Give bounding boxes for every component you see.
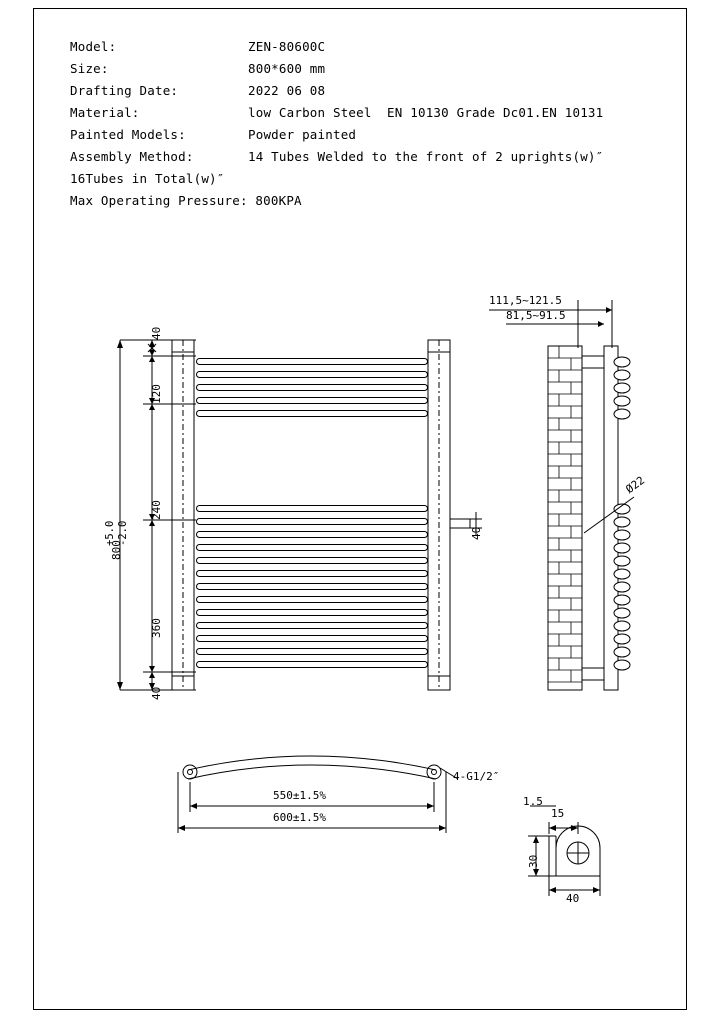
dim-depth-inner: 81,5~91.5 xyxy=(506,309,566,322)
spec-value-date: 2022 06 08 xyxy=(248,83,326,98)
spec-row-tube-total: 16Tubes in Total(w)″ xyxy=(70,171,225,186)
dim-tube-diameter: Ø22 xyxy=(623,473,648,496)
spec-row-pressure: Max Operating Pressure: 800KPA xyxy=(70,193,302,208)
dim-bottom-gap: 40 xyxy=(150,686,163,700)
spec-label-material: Material: xyxy=(70,105,140,120)
spec-value-assembly: 14 Tubes Welded to the front of 2 uprights(w)″ xyxy=(248,149,604,164)
dim-tolerance-plus: +5.0 xyxy=(104,520,116,546)
spec-value-model: ZEN-80600C xyxy=(248,39,326,54)
dim-overall-height: 800 xyxy=(110,540,123,560)
spec-label-date: Drafting Date: xyxy=(70,83,179,98)
dim-bracket-base: 40 xyxy=(566,892,580,905)
dim-bracket-height: 30 xyxy=(527,854,540,868)
spec-label-painted: Painted Models: xyxy=(70,127,186,142)
dim-seg-120: 120 xyxy=(150,384,163,404)
dim-depth-outer: 111,5~121.5 xyxy=(489,294,562,307)
dim-bracket-width-small: 15 xyxy=(551,807,565,820)
dim-center-width: 550±1.5% xyxy=(273,789,326,802)
spec-label-size: Size: xyxy=(70,61,109,76)
dim-bracket-thickness: 1.5 xyxy=(523,795,543,808)
dim-overall-width: 600±1.5% xyxy=(273,811,326,824)
spec-label-model: Model: xyxy=(70,39,117,54)
dim-right-tab: 40 xyxy=(470,526,483,540)
dim-seg-360: 360 xyxy=(150,618,163,638)
dim-top-gap: 40 xyxy=(150,326,163,340)
dim-tolerance-minus: -2.0 xyxy=(117,520,129,546)
spec-label-assembly: Assembly Method: xyxy=(70,149,194,164)
spec-value-size: 800*600 mm xyxy=(248,61,326,76)
dim-seg-240: 240 xyxy=(150,500,163,520)
spec-value-painted: Powder painted xyxy=(248,127,357,142)
dim-connection-thread: 4-G1/2″ xyxy=(453,770,500,783)
spec-value-material: low Carbon Steel EN 10130 Grade Dc01.EN 10131 xyxy=(248,105,604,120)
